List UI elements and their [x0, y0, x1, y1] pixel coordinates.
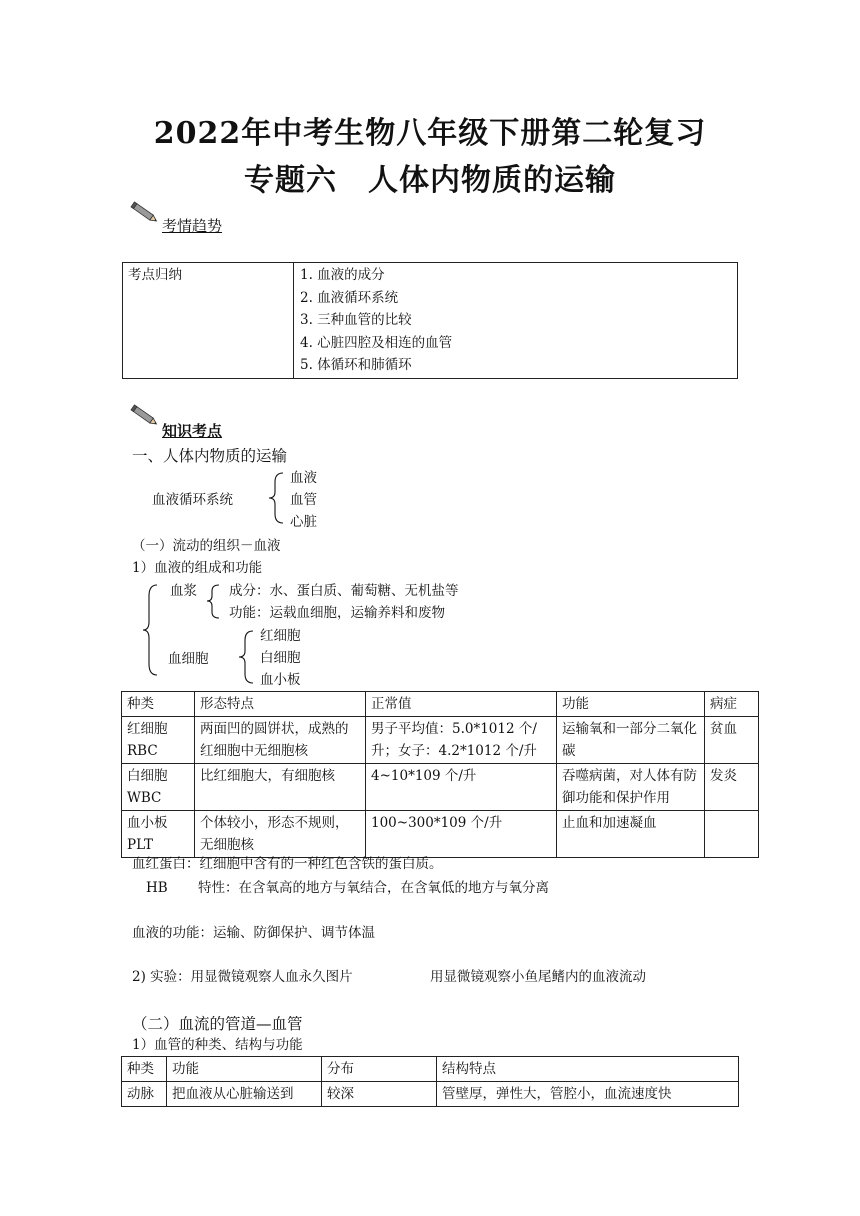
sub2-heading: （二）血流的管道—血管	[132, 1015, 303, 1033]
brace-icon	[266, 470, 286, 526]
cell-normal: 男子平均值：5.0*1012 个/升；女子：4.2*1012 个/升	[366, 717, 557, 764]
vessel-table	[121, 1056, 739, 1107]
table-row	[122, 811, 759, 858]
hb-label: HB	[146, 880, 168, 896]
vessel-function: 把血液从心脏输送到	[167, 1082, 322, 1107]
part1-heading: 一、人体内物质的运输	[132, 447, 288, 465]
vessel-location: 较深	[322, 1082, 437, 1107]
cell-item: 白细胞	[260, 650, 301, 666]
sub1-heading: （一）流动的组织－血液	[132, 538, 281, 554]
cell-name: 血小板	[127, 815, 168, 831]
cell-normal: 100~300*109 个/升	[366, 811, 557, 858]
table-header: 病症	[705, 692, 759, 717]
list-item: 2. 血液循环系统	[300, 289, 399, 306]
table-row	[122, 1082, 739, 1107]
page-subtitle: 专题六 人体内物质的运输	[244, 163, 616, 198]
list-item: 4. 心脏四腔及相连的血管	[300, 334, 453, 351]
cell-item: 血小板	[260, 672, 301, 688]
points-list	[300, 264, 732, 377]
table-row	[122, 764, 759, 811]
hemoglobin-line: 血红蛋白：红细胞中含有的一种红色含铁的蛋白质。	[132, 856, 443, 872]
pencil-icon	[130, 200, 160, 226]
brace-icon	[236, 628, 256, 686]
brace-icon	[140, 582, 160, 678]
cell-disease	[705, 811, 759, 858]
cell-normal: 4~10*109 个/升	[366, 764, 557, 811]
list-item: 1. 血液的成分	[300, 267, 385, 283]
cell-function: 止血和加速凝血	[557, 811, 705, 858]
circ-item: 血管	[290, 492, 317, 508]
table-header: 功能	[167, 1057, 322, 1082]
points-table	[122, 262, 738, 379]
cell-disease: 发炎	[705, 764, 759, 811]
table-header: 分布	[322, 1057, 437, 1082]
table-header: 正常值	[366, 692, 557, 717]
cell-abbr: PLT	[127, 837, 153, 853]
cell-shape: 两面凹的圆饼状，成熟的红细胞中无细胞核	[195, 717, 366, 764]
experiment-line: 2) 实验：用显微镜观察人血永久图片	[132, 969, 353, 985]
vessel-type: 动脉	[122, 1082, 167, 1107]
circ-item: 心脏	[290, 514, 317, 530]
vessel-structure: 管壁厚，弹性大，管腔小，血流速度快	[437, 1082, 739, 1107]
plasma-label: 血浆	[170, 583, 197, 599]
table-header-row	[122, 692, 759, 717]
table-header: 功能	[557, 692, 705, 717]
circ-item: 血液	[290, 470, 317, 486]
list-item: 5. 体循环和肺循环	[300, 357, 412, 373]
cell-abbr: RBC	[127, 743, 158, 759]
cell-name: 白细胞	[127, 768, 168, 784]
cell-abbr: WBC	[127, 790, 162, 806]
list-item: 3. 三种血管的比较	[300, 312, 412, 328]
table-header: 形态特点	[195, 692, 366, 717]
cell-function: 吞噬病菌，对人体有防御功能和保护作用	[557, 764, 705, 811]
hb-text: 特性：在含氧高的地方与氧结合，在含氧低的地方与氧分离	[198, 880, 549, 896]
cell-item: 红细胞	[260, 628, 301, 644]
circ-system-label: 血液循环系统	[152, 492, 233, 508]
cells-label: 血细胞	[168, 651, 209, 667]
sub2-item: 1）血管的种类、结构与功能	[132, 1037, 303, 1053]
cell-function: 运输氧和一部分二氧化碳	[557, 717, 705, 764]
cell-disease: 贫血	[705, 717, 759, 764]
blood-function: 血液的功能：运输、防御保护、调节体温	[132, 925, 375, 941]
table-header: 种类	[122, 1057, 167, 1082]
cell-name: 红细胞	[127, 721, 168, 737]
plasma-function: 功能：运载血细胞，运输养料和废物	[229, 605, 445, 621]
section-heading-knowledge: 知识考点	[162, 422, 223, 440]
pencil-icon	[130, 403, 160, 429]
table-header: 种类	[122, 692, 195, 717]
plasma-composition: 成分：水、蛋白质、葡萄糖、无机盐等	[229, 583, 459, 599]
section-heading-trends: 考情趋势	[162, 217, 223, 235]
table-row	[122, 717, 759, 764]
points-label: 考点归纳	[123, 263, 294, 379]
cell-shape: 个体较小，形态不规则，无细胞核	[195, 811, 366, 858]
experiment-line-2: 用显微镜观察小鱼尾鳍内的血液流动	[430, 969, 646, 985]
brace-icon	[204, 582, 222, 622]
sub1-item: 1）血液的组成和功能	[132, 560, 263, 576]
cell-shape: 比红细胞大，有细胞核	[195, 764, 366, 811]
table-header: 结构特点	[437, 1057, 739, 1082]
blood-cell-table	[121, 691, 759, 858]
table-header-row	[122, 1057, 739, 1082]
page-title: 2022年中考生物八年级下册第二轮复习	[153, 116, 707, 151]
